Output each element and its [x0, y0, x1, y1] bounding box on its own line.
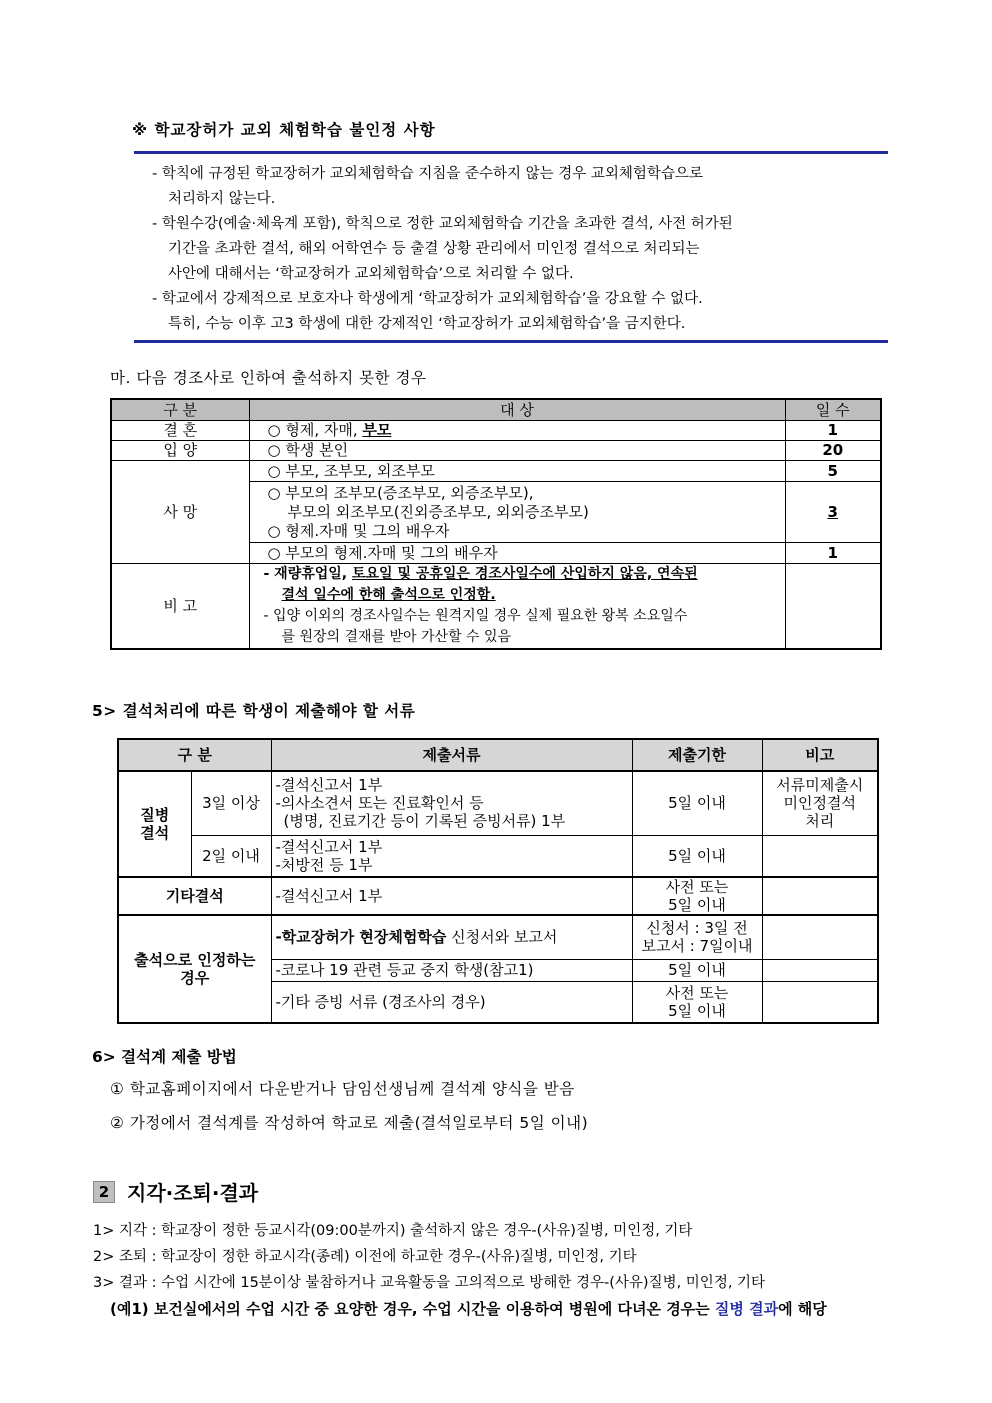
- section-m-title: 마. 다음 경조사로 인하여 출석하지 못한 경우: [110, 369, 427, 387]
- row-note-empty: [762, 959, 878, 981]
- notice-top-rule: [134, 151, 888, 154]
- row-label-other: 기타결석: [118, 877, 271, 915]
- row-sub-label: 3일 이상: [191, 771, 271, 835]
- row-label-adoption: 입 양: [111, 441, 249, 461]
- row-days: 1: [785, 543, 881, 564]
- row-note-empty: [762, 877, 878, 915]
- table-row: [118, 915, 878, 959]
- table-row: [111, 421, 881, 441]
- header-deadline: 제출기한: [632, 739, 762, 771]
- row-sub-label: 2일 이내: [191, 835, 271, 877]
- row-target: ○ 학생 본인: [249, 441, 785, 461]
- notice-line: - 학칙에 규정된 학교장허가 교외체험학습 지침을 준수하지 않는 경우 교외체험학습으로: [152, 166, 703, 182]
- table-row: [118, 771, 878, 835]
- target-line: ○ 부모의 조부모(증조부모, 외증조부모),: [267, 483, 534, 502]
- row-deadline: 신청서 : 3일 전 보고서 : 7일이내: [632, 915, 762, 959]
- notice-body: [152, 162, 872, 337]
- row-label-marriage: 결 혼: [111, 421, 249, 441]
- notice-line: 기간을 초과한 결석, 해외 어학연수 등 출결 상황 관리에서 미인정 결석으로 처리되는: [168, 241, 700, 257]
- notice-line: 사안에 대해서는 ‘학교장허가 교외체험학습’으로 처리할 수 없다.: [168, 266, 574, 282]
- row-label-attendance: 출석으로 인정하는 경우: [118, 915, 271, 1023]
- table-row: [111, 564, 881, 650]
- row-docs: -결석신고서 1부: [271, 877, 632, 915]
- table-row: [118, 835, 878, 877]
- target-line: ○ 형제.자매 및 그의 배우자: [267, 521, 450, 540]
- row-label-remark: 비 고: [111, 564, 249, 650]
- remark-line: - 입양 이외의 경조사일수는 원격지일 경우 실제 필요한 왕복 소요일수: [263, 608, 688, 624]
- row-days: 3: [785, 482, 881, 543]
- notice-line: 특히, 수능 이후 고3 학생에 대한 강제적인 ‘학교장허가 교외체험학습’을 금지한다.: [168, 316, 686, 332]
- section6-title: 6> 결석계 제출 방법: [92, 1048, 237, 1066]
- header-documents: 제출서류: [271, 739, 632, 771]
- row-deadline: 5일 이내: [632, 959, 762, 981]
- notice-title: ※ 학교장허가 교외 체험학습 불인정 사항: [132, 121, 436, 139]
- table-row: [111, 461, 881, 482]
- section5-title: 5> 결석처리에 따른 학생이 제출해야 할 서류: [92, 702, 416, 720]
- row-days: 1: [785, 421, 881, 441]
- header-category: 구 분: [118, 739, 271, 771]
- row-days: 5: [785, 461, 881, 482]
- row-docs: -학교장허가 현장체험학습 신청서와 보고서: [271, 915, 632, 959]
- highlight-text: 질병 결과: [714, 1300, 779, 1318]
- row-docs: -결석신고서 1부 -처방전 등 1부: [271, 835, 632, 877]
- definition-line: 3> 결과 : 수업 시간에 15분이상 불참하거나 교육활동을 고의적으로 방해한 경우-(사유)질병, 미인정, 기타: [93, 1275, 766, 1291]
- row-days: 20: [785, 441, 881, 461]
- definition-line: 1> 지각 : 학교장이 정한 등교시각(09:00분까지) 출석하지 않은 경우-(사유)질병, 미인정, 기타: [93, 1223, 693, 1239]
- row-docs: -결석신고서 1부 -의사소견서 또는 진료확인서 등 (병명, 진료기간 등이 기록된 증빙서류) 1부: [271, 771, 632, 835]
- row-deadline: 사전 또는 5일 이내: [632, 981, 762, 1023]
- notice-line: - 학원수강(예술·체육계 포함), 학칙으로 정한 교외체험학습 기간을 초과한 결석, 사전 허가된: [152, 216, 733, 232]
- remark-line: 결석 일수에 한해 출석으로 인정함.: [281, 587, 496, 603]
- condolence-table: [110, 398, 882, 650]
- row-target: ○ 부모의 형제.자매 및 그의 배우자: [249, 543, 785, 564]
- row-note-empty: [762, 915, 878, 959]
- header-target: 대 상: [249, 399, 785, 421]
- row-target: ○ 부모, 조부모, 외조부모: [249, 461, 785, 482]
- section6-item: ① 학교홈페이지에서 다운받거나 담임선생님께 결석계 양식을 받음: [110, 1080, 575, 1098]
- remark-line: - 재량휴업일, 토요일 및 공휴일은 경조사일수에 산입하지 않음, 연속된: [263, 566, 698, 582]
- row-deadline: 5일 이내: [632, 771, 762, 835]
- remark-line: 를 원장의 결재를 받아 가산할 수 있음: [281, 629, 512, 645]
- row-deadline: 사전 또는 5일 이내: [632, 877, 762, 915]
- example-line: (예1) 보건실에서의 수업 시간 중 요양한 경우, 수업 시간을 이용하여 병원에 다녀온 경우는 질병 결과에 해당: [110, 1300, 827, 1318]
- definition-line: 2> 조퇴 : 학교장이 정한 하교시각(종례) 이전에 하교한 경우-(사유)질병, 미인정, 기타: [93, 1249, 637, 1265]
- row-note: 서류미제출시 미인정결석 처리: [762, 771, 878, 835]
- table-row: [111, 441, 881, 461]
- row-docs: -기타 증빙 서류 (경조사의 경우): [271, 981, 632, 1023]
- row-label-illness: 질병 결석: [118, 771, 191, 877]
- row-deadline: 5일 이내: [632, 835, 762, 877]
- section2-title: 지각·조퇴·결과: [127, 1181, 259, 1205]
- row-remark: [249, 564, 785, 650]
- row-target: [249, 482, 785, 543]
- row-docs: -코로나 19 관련 등교 중지 학생(참고1): [271, 959, 632, 981]
- notice-bottom-rule: [134, 340, 888, 343]
- row-days-empty: [785, 564, 881, 650]
- documents-table: [117, 738, 879, 1024]
- section6-item: ② 가정에서 결석계를 작성하여 학교로 제출(결석일로부터 5일 이내): [110, 1114, 589, 1132]
- header-note: 비고: [762, 739, 878, 771]
- table-row: [118, 877, 878, 915]
- row-target: ○ 형제, 자매, 부모: [249, 421, 785, 441]
- header-category: 구 분: [111, 399, 249, 421]
- table-header-row: [118, 739, 878, 771]
- section-number-box: 2: [93, 1181, 115, 1203]
- row-note-empty: [762, 835, 878, 877]
- notice-line: - 학교에서 강제적으로 보호자나 학생에게 ‘학교장허가 교외체험학습’을 강요할 수 없다.: [152, 291, 703, 307]
- row-label-death: 사 망: [111, 461, 249, 564]
- target-line: 부모의 외조부모(진외증조부모, 외외증조부모): [287, 502, 589, 521]
- table-header-row: [111, 399, 881, 421]
- section2-heading: [93, 1177, 258, 1206]
- row-note-empty: [762, 981, 878, 1023]
- header-days: 일 수: [785, 399, 881, 421]
- underlined-text: 부모: [362, 421, 392, 439]
- notice-line: 처리하지 않는다.: [168, 191, 276, 207]
